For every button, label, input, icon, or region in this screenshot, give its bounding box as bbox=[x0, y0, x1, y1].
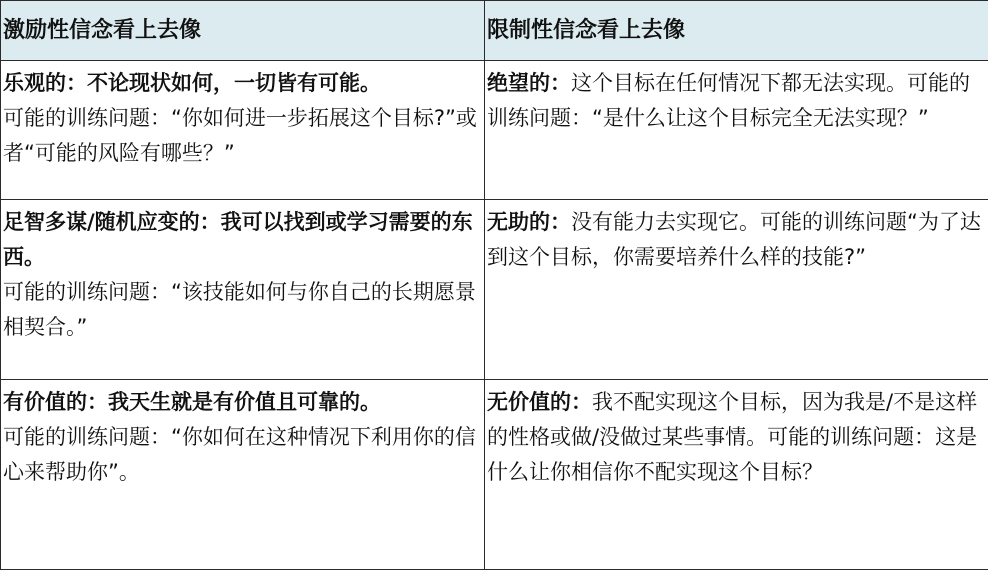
table-cell-optimistic bbox=[1, 61, 485, 200]
table-cell-hopeless bbox=[485, 61, 988, 200]
table-header-row bbox=[1, 1, 988, 61]
cell-body-text: 这个目标在任何情况下都无法实现。可能的训练问题：“是什么让这个目标完全无法实现？” bbox=[487, 71, 970, 130]
cell-body-text: 可能的训练问题：“你如何在这种情况下利用你的信心来帮助你”。 bbox=[3, 425, 476, 484]
table-cell-resourceful bbox=[1, 200, 485, 380]
cell-body-text: 可能的训练问题：“你如何进一步拓展这个目标?”或者“可能的风险有哪些？” bbox=[3, 106, 477, 165]
table-cell-worthless bbox=[485, 380, 988, 570]
cell-lead-text: 无助的： bbox=[487, 210, 571, 234]
cell-lead-text: 无价值的： bbox=[487, 390, 592, 414]
table-cell-helpless bbox=[485, 200, 988, 380]
cell-body-text: 没有能力去实现它。可能的训练问题“为了达到这个目标，你需要培养什么样的技能?” bbox=[487, 210, 981, 269]
cell-lead-text: 有价值的：我天生就是有价值且可靠的。 bbox=[3, 390, 381, 414]
header-limiting-beliefs: 限制性信念看上去像 bbox=[485, 1, 988, 61]
cell-body-text: 可能的训练问题：“该技能如何与你自己的长期愿景相契合。” bbox=[3, 280, 476, 339]
cell-lead-text: 乐观的：不论现状如何，一切皆有可能。 bbox=[3, 71, 381, 95]
table-row bbox=[1, 200, 988, 380]
cell-lead-text: 绝望的： bbox=[487, 71, 571, 95]
header-motivating-beliefs: 激励性信念看上去像 bbox=[1, 1, 485, 61]
table-cell-valuable bbox=[1, 380, 485, 570]
cell-lead-text: 足智多谋/随机应变的：我可以找到或学习需要的东西。 bbox=[3, 210, 473, 269]
cell-body-text: 我不配实现这个目标，因为我是/不是这样的性格或做/没做过某些事情。可能的训练问题：这是什么让你相信你不配实现这个目标？ bbox=[487, 390, 977, 484]
table-row bbox=[1, 61, 988, 200]
table-row bbox=[1, 380, 988, 570]
